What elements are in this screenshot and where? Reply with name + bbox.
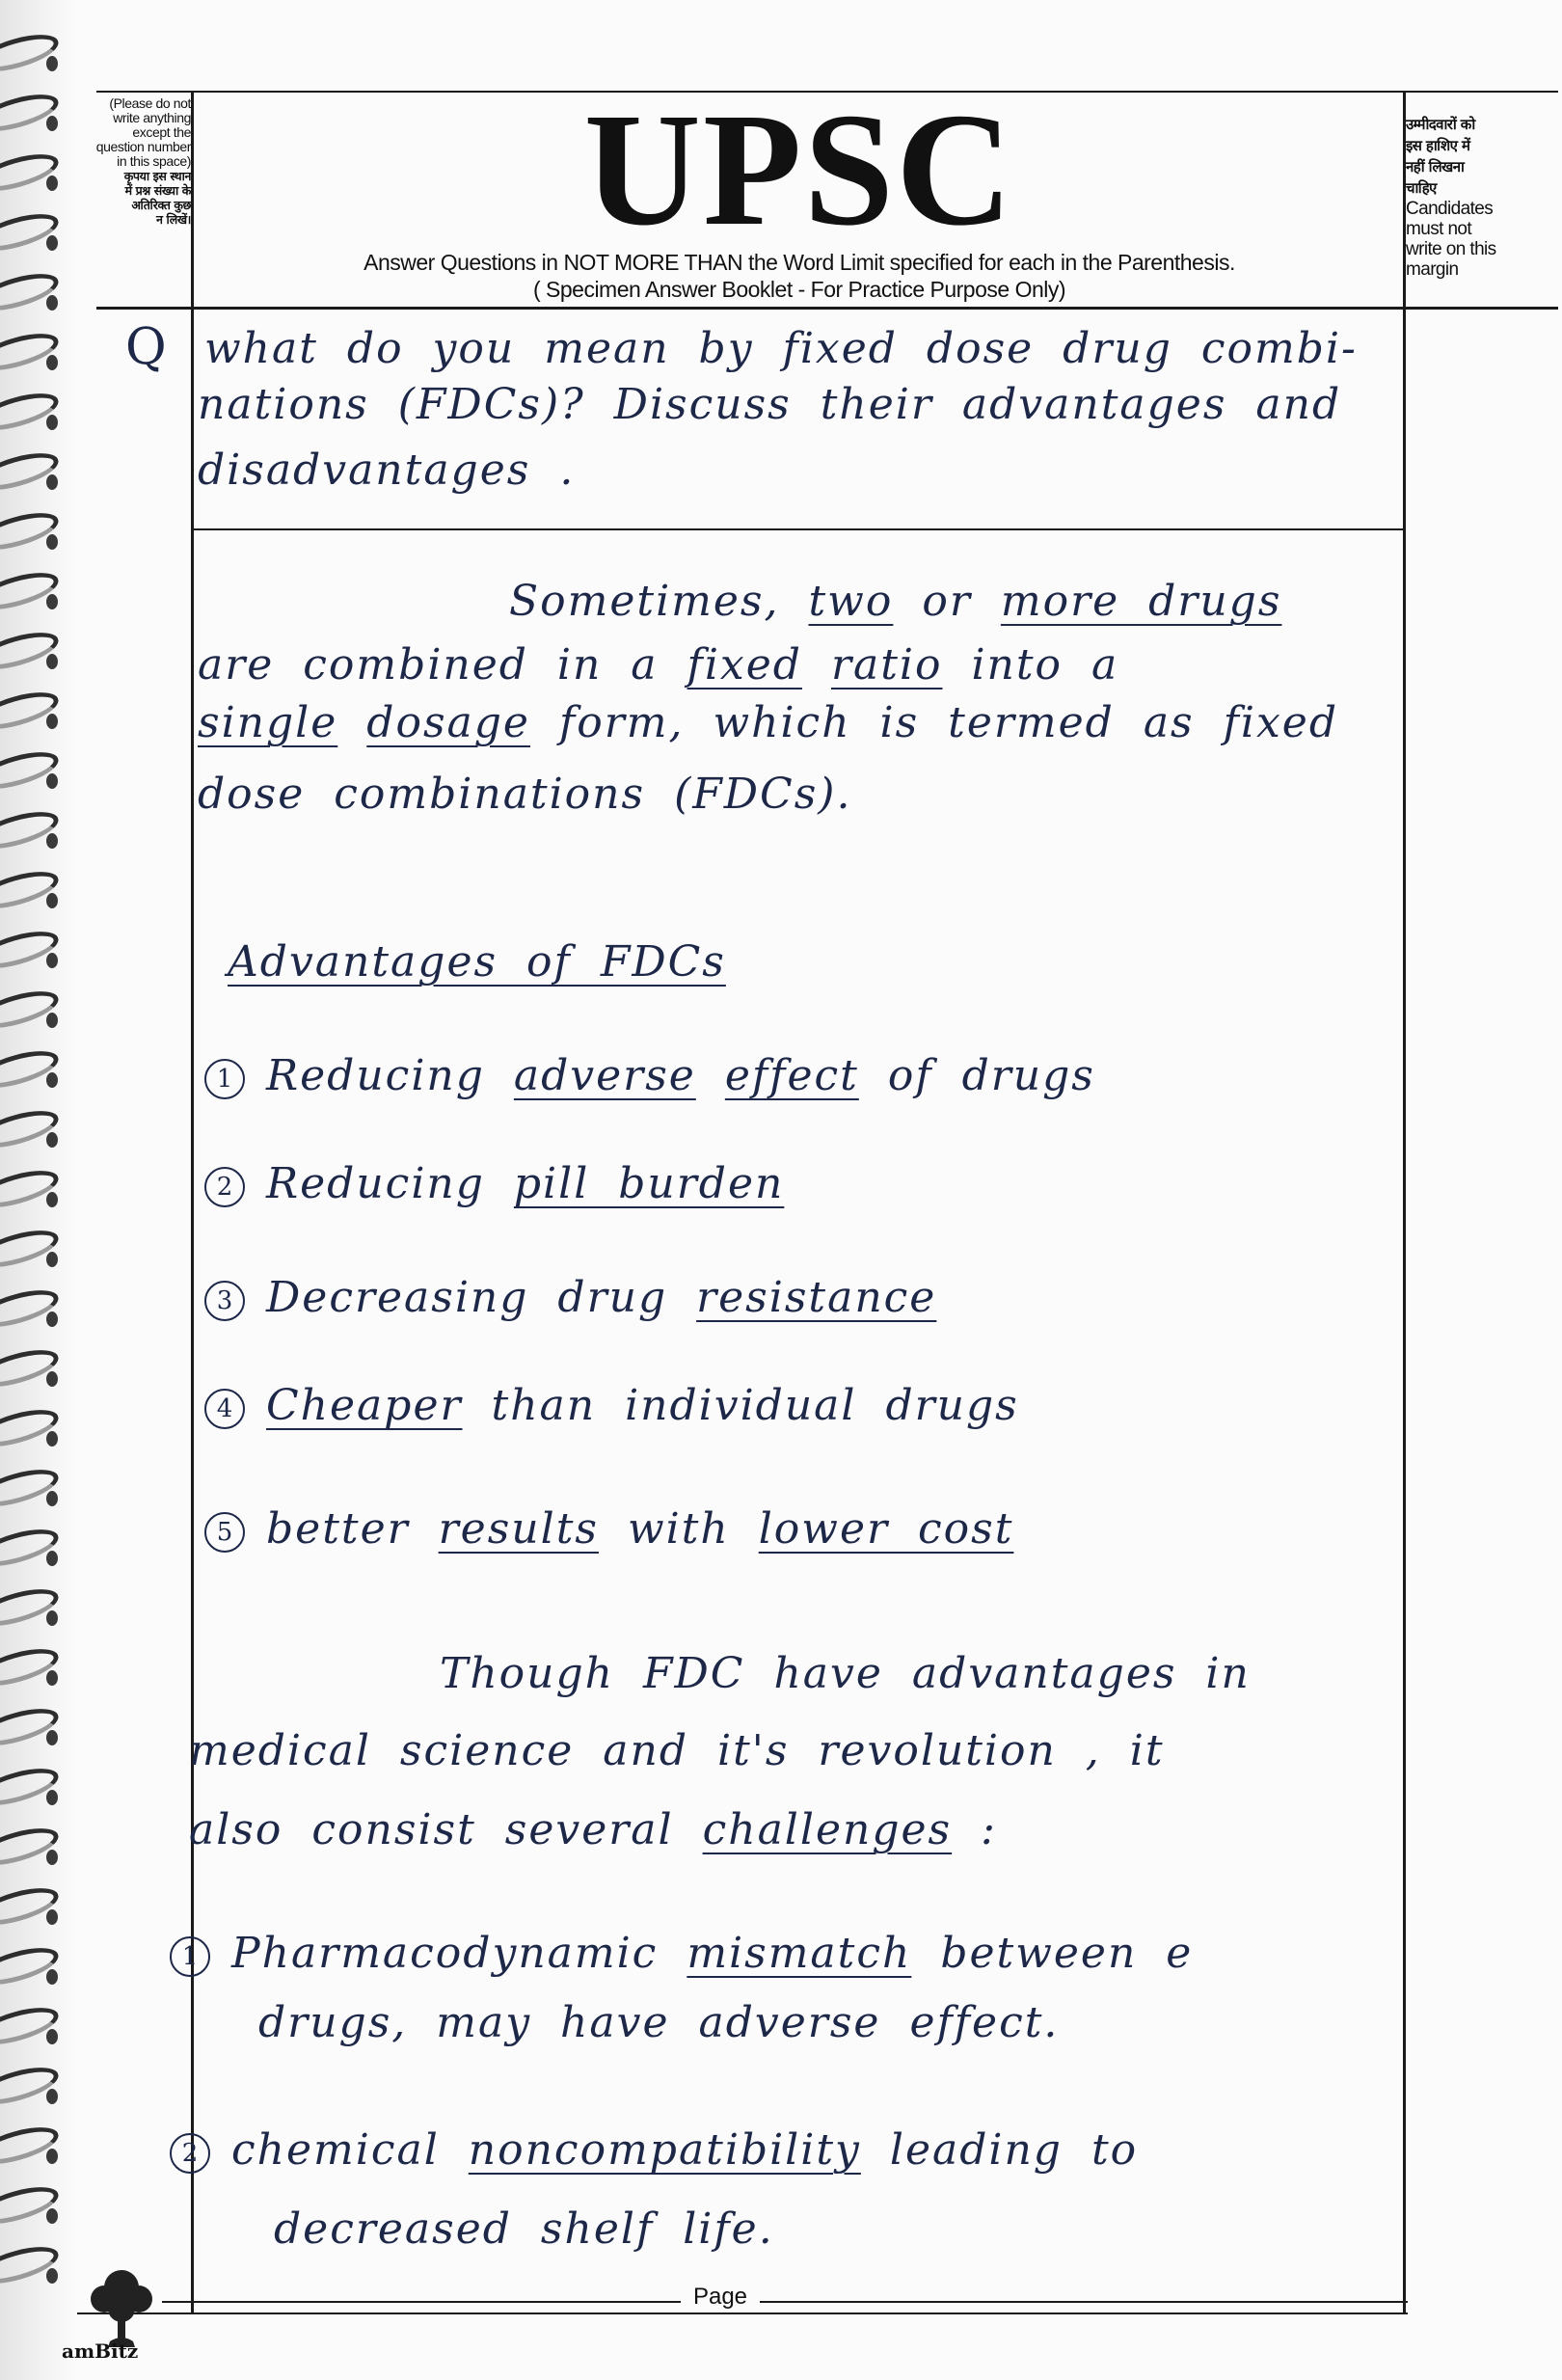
binding-hole (46, 1790, 58, 1805)
advantage-item: 3 Decreasing drug resistance (204, 1269, 936, 1327)
item-number-badge: 2 (170, 2133, 210, 2174)
binding-hole (46, 1909, 58, 1925)
intro-line-4: dose combinations (FDCs). (198, 770, 852, 819)
advantage-item: 4 Cheaper than individual drugs (204, 1377, 1019, 1435)
right-margin-note: उम्मीदवारों को इस हाशिए में नहीं लिखना चाहिए Candidates must not write on this margin (1406, 116, 1496, 280)
binding-hole (46, 1252, 58, 1267)
intro-line-3: single dosage form, which is termed as fixed (198, 698, 1338, 747)
binding-hole (46, 2029, 58, 2044)
advantages-heading: Advantages of FDCs (228, 937, 726, 987)
challenge-item: 2 chemical noncompatibility leading to (170, 2122, 1138, 2179)
binding-hole (46, 833, 58, 849)
item-number-badge: 2 (204, 1167, 245, 1207)
item-number-badge: 1 (204, 1059, 245, 1099)
binding-hole (46, 1371, 58, 1387)
binding-hole (46, 1730, 58, 1745)
item-number-badge: 4 (204, 1389, 245, 1429)
item-number-badge: 5 (204, 1512, 245, 1553)
binding-hole (46, 176, 58, 191)
question-line-3: disadvantages . (198, 446, 576, 495)
question-line-2: nations (FDCs)? Discuss their advantages and (198, 380, 1342, 429)
intro-line-1: Sometimes, two or more drugs (509, 577, 1282, 626)
left-margin-note: (Please do not write anything except the question number in this space) कृपया इस स्थान में प्रश्न संख्या के अतिरिक्त कुछ न लिखें। (95, 95, 191, 227)
binding-hole (46, 474, 58, 490)
transition-line-3: also consist several challenges : (189, 1805, 997, 1854)
challenge-item-line-2: drugs, may have adverse effect. (258, 1998, 1060, 2047)
intro-line-2: are combined in a fixed ratio into a (198, 640, 1119, 690)
upsc-logo: UPSC (583, 80, 1015, 259)
binding-hole (46, 1013, 58, 1028)
question-mark: Q (125, 318, 169, 376)
binding-hole (46, 1969, 58, 1985)
binding-hole (46, 714, 58, 729)
binding-hole (46, 1132, 58, 1148)
transition-line-1: Though FDC have advantages in (440, 1649, 1251, 1698)
watermark-text: amBitz (62, 2339, 139, 2363)
binding-hole (46, 56, 58, 71)
binding-hole (46, 116, 58, 131)
binding-hole (46, 773, 58, 789)
binding-hole (46, 534, 58, 550)
binding-hole (46, 1312, 58, 1327)
binding-hole (46, 1491, 58, 1506)
item-number-badge: 1 (170, 1936, 210, 1977)
right-margin-line (1403, 91, 1406, 2312)
binding-hole (46, 235, 58, 251)
header-bottom-border (96, 307, 1558, 310)
advantage-item: 2 Reducing pill burden (204, 1155, 784, 1213)
binding-hole (46, 1850, 58, 1865)
binding-hole (46, 1670, 58, 1686)
transition-line-2: medical science and it's revolution , it (189, 1726, 1165, 1775)
question-line-1: what do you mean by fixed dose drug combi- (204, 324, 1358, 373)
spiral-binding (0, 0, 77, 2380)
challenge-item-line-2: decreased shelf life. (274, 2204, 774, 2254)
binding-hole (46, 1072, 58, 1088)
binding-hole (46, 1610, 58, 1626)
item-number-badge: 3 (204, 1281, 245, 1321)
challenge-item: 1 Pharmacodynamic mismatch between e (170, 1925, 1193, 1983)
binding-hole (46, 415, 58, 430)
binding-hole (46, 2089, 58, 2104)
specimen-note: ( Specimen Answer Booklet - For Practice Purpose Only) (532, 277, 1066, 302)
binding-hole (46, 2268, 58, 2284)
advantage-item: 5 better results with lower cost (204, 1501, 1013, 1558)
binding-hole (46, 295, 58, 311)
word-limit-instruction: Answer Questions in NOT MORE THAN the Word Limit specified for each in the Parenthesis. (364, 250, 1235, 275)
page-number-label: Page (681, 2284, 760, 2311)
binding-hole (46, 1192, 58, 1207)
advantage-item: 1 Reducing adverse effect of drugs (204, 1047, 1095, 1105)
page-footer-line (162, 2301, 1408, 2303)
binding-hole (46, 2208, 58, 2224)
page-bottom-border (77, 2312, 1408, 2314)
binding-hole (46, 893, 58, 908)
binding-hole (46, 2149, 58, 2164)
binding-hole (46, 953, 58, 968)
binding-hole (46, 1551, 58, 1566)
binding-hole (46, 355, 58, 370)
binding-hole (46, 1431, 58, 1447)
question-divider-line (191, 528, 1406, 530)
binding-hole (46, 654, 58, 669)
binding-hole (46, 594, 58, 609)
tree-logo-icon (77, 2266, 164, 2380)
